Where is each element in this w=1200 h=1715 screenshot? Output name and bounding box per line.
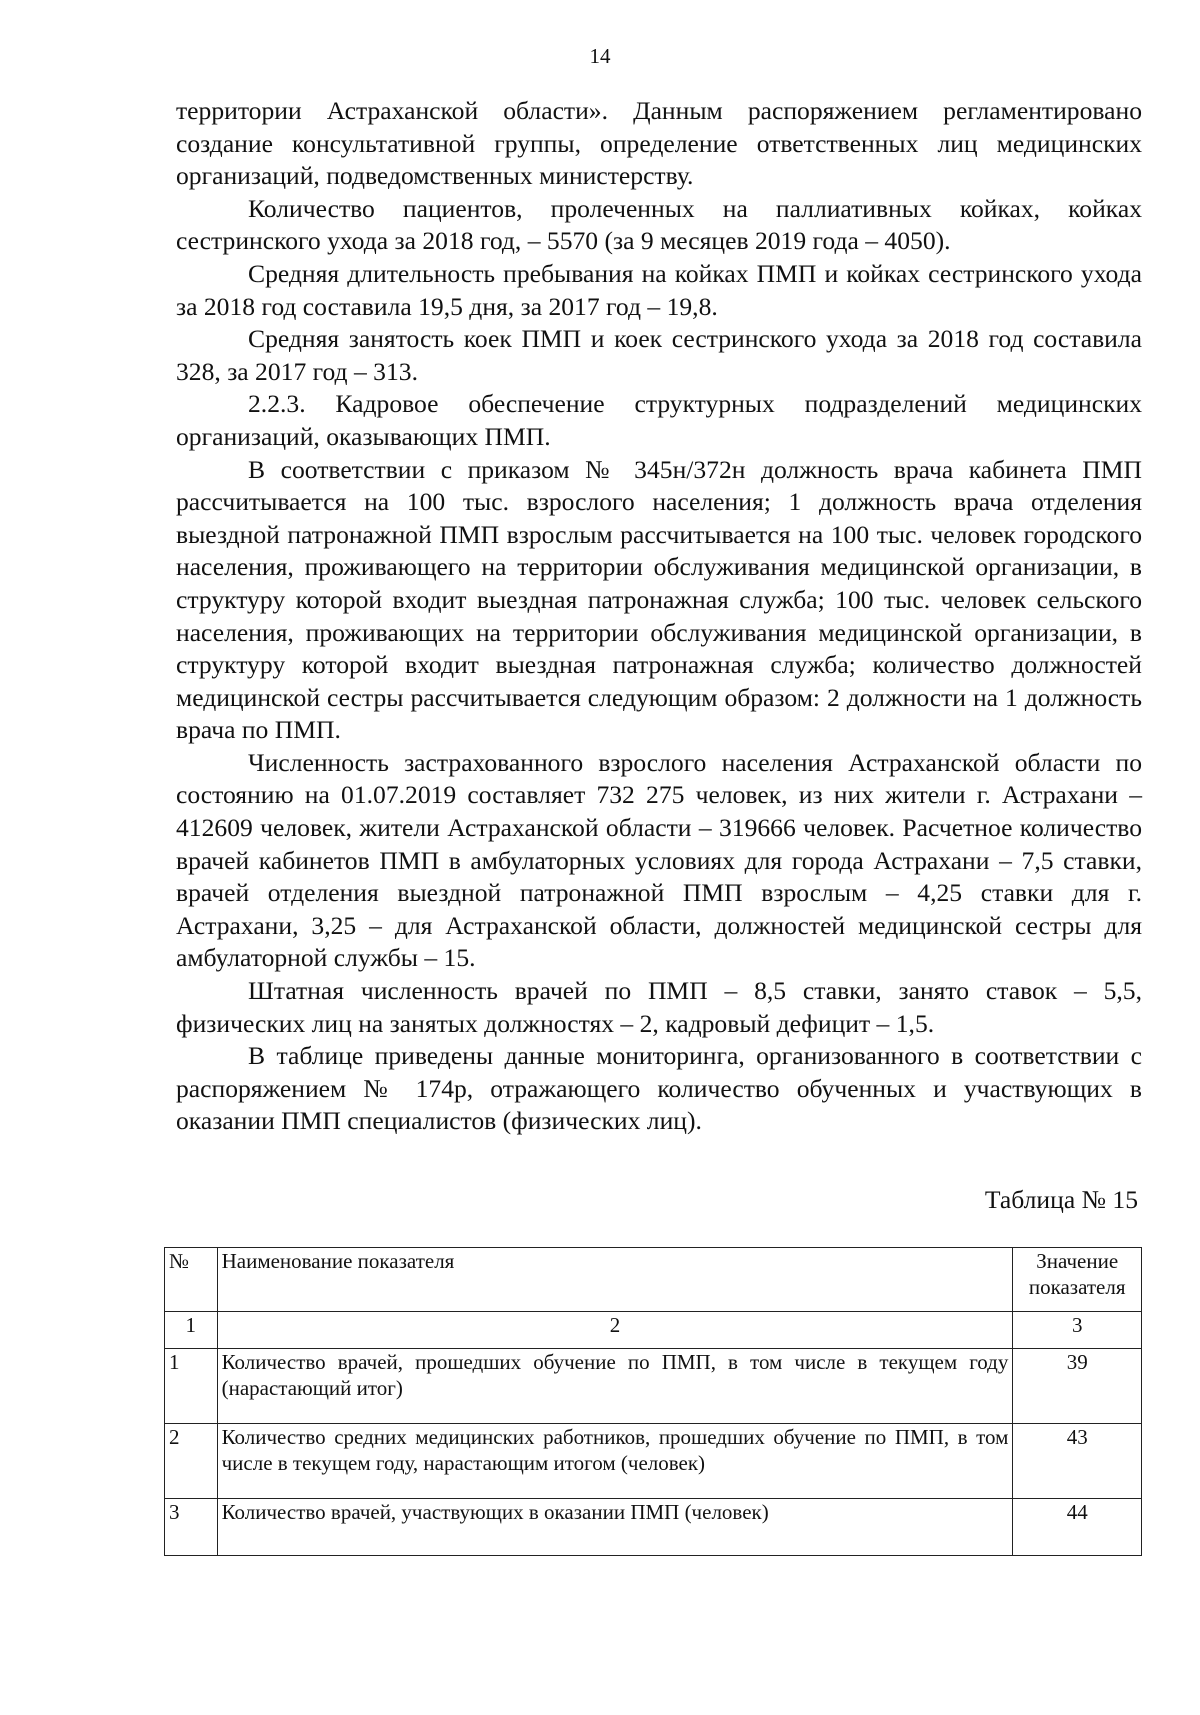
table-row (165, 1499, 1142, 1556)
paragraph: В таблице приведены данные мониторинга, организованного в соответствии с распоряжением № 174р, отражающего количество обученных и участвующих в оказании ПМП специалистов (физических лиц). (176, 1041, 1142, 1136)
column-number: 1 (165, 1312, 218, 1349)
row-value: 44 (1013, 1499, 1142, 1556)
row-no: 1 (165, 1349, 218, 1424)
paragraph: Количество пациентов, пролеченных на паллиативных койках, койках сестринского ухода за 2018 год, – 5570 (за 9 месяцев 2019 года – 4050). (176, 193, 1142, 256)
paragraph: Средняя длительность пребывания на койках ПМП и койках сестринского ухода за 2018 год составила 19,5 дня, за 2017 год – 19,8. (176, 258, 1142, 321)
row-value: 39 (1013, 1349, 1142, 1424)
header-value: Значение показателя (1013, 1248, 1142, 1312)
row-value: 43 (1013, 1424, 1142, 1499)
table-row (165, 1424, 1142, 1499)
page-number: 14 (589, 44, 611, 68)
table-caption: Таблица № 15 (984, 1185, 1138, 1214)
row-name: Количество врачей, участвующих в оказании ПМП (человек) (217, 1499, 1013, 1556)
paragraph: В соответствии с приказом № 345н/372н должность врача кабинета ПМП рассчитывается на 100 тыс. взрослого населения; 1 должность врача отделения выездной патронажной ПМП взрослым рассчитывается на 100 тыс. человек городского населения, проживающего на территории обслуживания медицинской организации, в структуру которой входит выездная патронажная служба; 100 тыс. человек сельского населения, проживающих на территории обслуживания медицинской организации, в структуру которой входит выездная патронажная служба; количество должностей медицинской сестры рассчитывается следующим образом: 2 должности на 1 должность врача по ПМП. (176, 454, 1142, 745)
row-no: 3 (165, 1499, 218, 1556)
document-body (176, 95, 1142, 1138)
paragraph: Штатная численность врачей по ПМП – 8,5 ставки, занято ставок – 5,5, физических лиц на занятых должностях – 2, кадровый дефицит – 1,5. (176, 976, 1142, 1038)
table-header-row (165, 1248, 1142, 1312)
paragraph: Численность застрахованного взрослого населения Астраханской области по состоянию на 01.07.2019 составляет 732 275 человек, из них жители г. Астрахани – 412609 человек, жители Астраханской области – 319666 человек. Расчетное количество врачей кабинетов ПМП в амбулаторных условиях для города Астрахани – 7,5 ставки, врачей отделения выездной патронажной ПМП взрослым – 4,25 ставки для г. Астрахани, 3,25 – для Астраханской области, должностей медицинской сестры для амбулаторной службы – 15. (176, 747, 1142, 973)
indicators-table (164, 1247, 1142, 1556)
column-number: 3 (1013, 1312, 1142, 1349)
header-name: Наименование показателя (217, 1248, 1013, 1312)
row-no: 2 (165, 1424, 218, 1499)
section-heading: 2.2.3. Кадровое обеспечение структурных подразделений медицинских организаций, оказывающих ПМП. (176, 389, 1142, 451)
column-number: 2 (217, 1312, 1013, 1349)
header-no: № (165, 1248, 218, 1312)
row-name: Количество средних медицинских работников, прошедших обучение по ПМП, в том числе в текущем году, нарастающим итогом (человек) (217, 1424, 1013, 1499)
paragraph: Средняя занятость коек ПМП и коек сестринского ухода за 2018 год составила 328, за 2017 год – 313. (176, 324, 1142, 386)
row-name: Количество врачей, прошедших обучение по ПМП, в том числе в текущем году (нарастающий итог) (217, 1349, 1013, 1424)
table-column-numbers-row (165, 1312, 1142, 1349)
table-row (165, 1349, 1142, 1424)
paragraph: территории Астраханской области». Данным распоряжением регламентировано создание консультативной группы, определение ответственных лиц медицинских организаций, подведомственных министерству. (176, 96, 1142, 191)
